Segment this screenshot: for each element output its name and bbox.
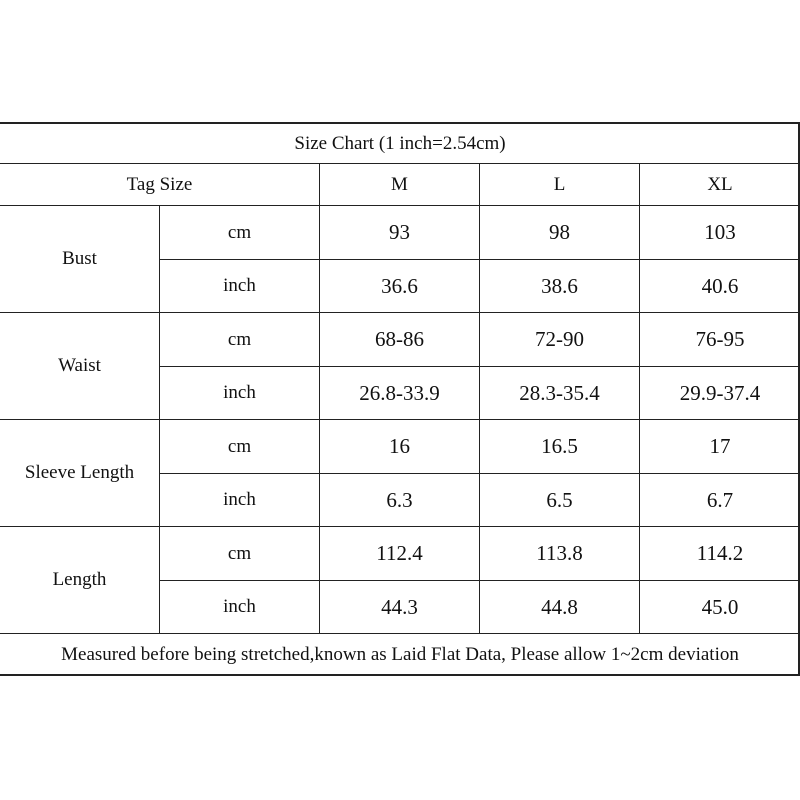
value-cell: 40.6 — [640, 260, 800, 313]
unit-cm: cm — [160, 420, 320, 474]
value-cell: 113.8 — [480, 527, 640, 581]
value-cell: 17 — [640, 420, 800, 474]
value-cell: 28.3-35.4 — [480, 367, 640, 420]
value-cell: 45.0 — [640, 581, 800, 634]
value-cell: 16.5 — [480, 420, 640, 474]
value-cell: 16 — [320, 420, 480, 474]
unit-inch: inch — [160, 474, 320, 527]
value-cell: 44.3 — [320, 581, 480, 634]
row-label-waist: Waist — [0, 313, 160, 420]
footer-note: Measured before being stretched,known as Laid Flat Data, Please allow 1~2cm deviation — [61, 644, 739, 665]
value-cell: 6.3 — [320, 474, 480, 527]
value-cell: 36.6 — [320, 260, 480, 313]
unit-inch: inch — [160, 367, 320, 420]
row-label-length: Length — [0, 527, 160, 634]
value-cell: 26.8-33.9 — [320, 367, 480, 420]
chart-title: Size Chart (1 inch=2.54cm) — [0, 124, 800, 164]
value-cell: 68-86 — [320, 313, 480, 367]
unit-cm: cm — [160, 527, 320, 581]
header-tag-size: Tag Size — [0, 164, 320, 206]
value-cell: 72-90 — [480, 313, 640, 367]
value-cell: 44.8 — [480, 581, 640, 634]
unit-cm: cm — [160, 206, 320, 260]
value-cell: 98 — [480, 206, 640, 260]
value-cell: 93 — [320, 206, 480, 260]
value-cell: 112.4 — [320, 527, 480, 581]
value-cell: 76-95 — [640, 313, 800, 367]
value-cell: 103 — [640, 206, 800, 260]
value-cell: 6.7 — [640, 474, 800, 527]
value-cell: 29.9-37.4 — [640, 367, 800, 420]
header-size-l: L — [480, 164, 640, 206]
value-cell: 6.5 — [480, 474, 640, 527]
header-size-xl: XL — [640, 164, 800, 206]
row-label-sleeve-length: Sleeve Length — [0, 420, 160, 527]
row-label-bust: Bust — [0, 206, 160, 313]
header-size-m: M — [320, 164, 480, 206]
unit-cm: cm — [160, 313, 320, 367]
unit-inch: inch — [160, 260, 320, 313]
value-cell: 114.2 — [640, 527, 800, 581]
unit-inch: inch — [160, 581, 320, 634]
size-chart-table — [0, 122, 800, 676]
value-cell: 38.6 — [480, 260, 640, 313]
